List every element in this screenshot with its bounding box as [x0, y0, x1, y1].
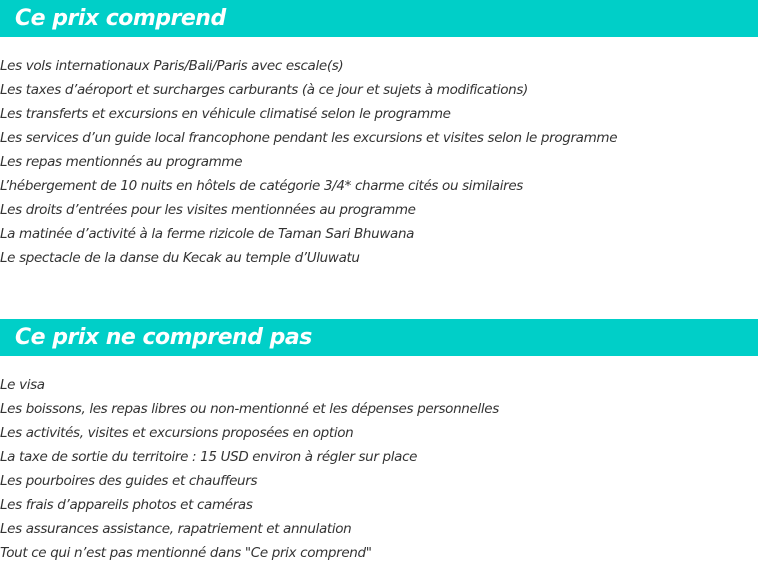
included-item: Les transferts et excursions en véhicule climatisé selon le programme — [0, 106, 451, 122]
excluded-item: Les frais d’appareils photos et caméras — [0, 497, 253, 513]
excluded-list — [0, 373, 758, 565]
included-item: Le spectacle de la danse du Kecak au temple d’Uluwatu — [0, 250, 360, 266]
excluded-header — [0, 319, 758, 356]
included-item: Les vols internationaux Paris/Bali/Paris avec escale(s) — [0, 58, 344, 74]
excluded-item: Le visa — [0, 377, 45, 393]
included-item: L’hébergement de 10 nuits en hôtels de catégorie 3/4* charme cités ou similaires — [0, 178, 523, 194]
included-item: Les repas mentionnés au programme — [0, 154, 243, 170]
excluded-item: La taxe de sortie du territoire : 15 USD environ à régler sur place — [0, 449, 418, 465]
included-item: Les droits d’entrées pour les visites mentionnées au programme — [0, 202, 416, 218]
included-title: Ce prix comprend — [15, 5, 226, 31]
excluded-item: Les assurances assistance, rapatriement et annulation — [0, 521, 352, 537]
excluded-item: Tout ce qui n’est pas mentionné dans "Ce prix comprend" — [0, 545, 372, 561]
excluded-item: Les activités, visites et excursions proposées en option — [0, 425, 354, 441]
included-section — [0, 0, 758, 270]
included-item: La matinée d’activité à la ferme rizicole de Taman Sari Bhuwana — [0, 226, 415, 242]
excluded-title: Ce prix ne comprend pas — [15, 324, 312, 350]
excluded-item: Les pourboires des guides et chauffeurs — [0, 473, 258, 489]
excluded-item: Les boissons, les repas libres ou non-mentionné et les dépenses personnelles — [0, 401, 499, 417]
excluded-section — [0, 319, 758, 565]
included-item: Les taxes d’aéroport et surcharges carburants (à ce jour et sujets à modifications) — [0, 82, 528, 98]
included-header — [0, 0, 758, 37]
included-item: Les services d’un guide local francophone pendant les excursions et visites selon le programme — [0, 130, 618, 146]
included-list — [0, 54, 758, 270]
